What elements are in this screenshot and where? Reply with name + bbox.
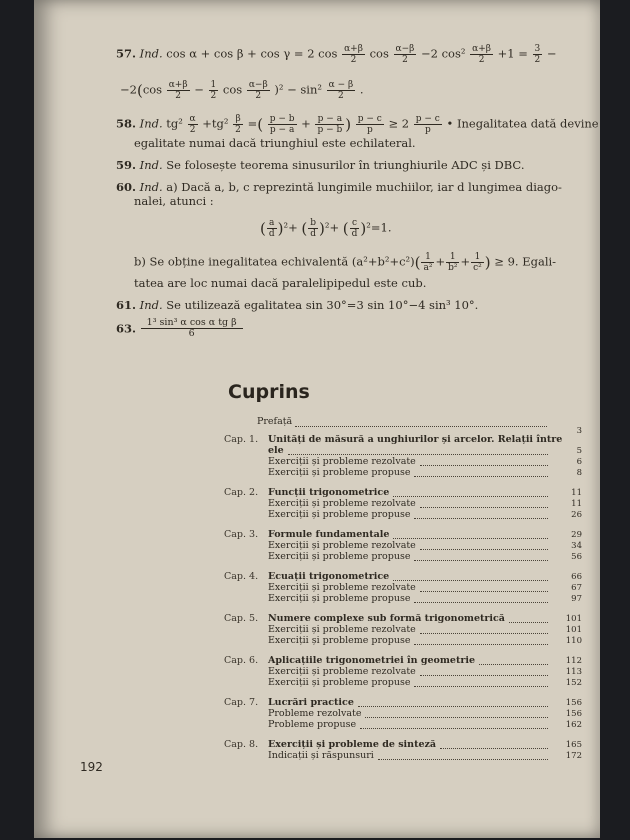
fraction: $\frac{\alpha+\beta}{2}$	[168, 80, 188, 101]
ind-label: Ind.	[139, 46, 163, 61]
toc-chapter-title: Formule fundamentale	[268, 529, 390, 540]
fraction: $\frac{\alpha+\beta}{2}$	[344, 44, 363, 65]
fraction: $\frac{\alpha - \beta}{2}$	[328, 80, 354, 101]
toc-chapter-number: Cap. 4.	[224, 571, 259, 582]
toc-page-number: 3	[576, 426, 582, 436]
toc-page-number: 11	[571, 488, 582, 498]
toc-subsection: Exerciții și probleme propuse	[268, 550, 411, 562]
toc-page-number: 34	[571, 541, 582, 551]
leader-dots	[358, 706, 548, 707]
formula-text: )² − sin²	[274, 82, 322, 97]
leader-dots	[420, 507, 548, 508]
toc-subsection: Exerciții și probleme rezolvate	[268, 540, 416, 551]
leader-dots	[295, 426, 547, 427]
toc-subsection: Exerciții și probleme rezolvate	[268, 624, 416, 635]
toc-page-number: 172	[565, 751, 582, 761]
leader-dots	[420, 591, 548, 592]
answer-57-line1	[116, 44, 557, 65]
formula-text: cos α + cos β + cos γ = 2 cos	[166, 46, 338, 61]
toc-page-number: 11	[571, 499, 582, 509]
toc-page-number: 56	[571, 551, 582, 562]
answer-number: 61.	[116, 298, 137, 312]
fraction: $\frac{1}{\text{a²}}$	[423, 252, 433, 273]
toc-page-number: 113	[565, 667, 582, 677]
answer-60-line4: tatea are loc numai dacă paralelipipedul este cub.	[134, 276, 427, 290]
toc-chapter-title: Exerciții și probleme de sinteză	[268, 739, 437, 750]
fraction: $\frac{p - c}{p}$	[357, 114, 382, 135]
leader-dots	[393, 580, 548, 581]
fraction: $\frac{\alpha+\beta}{2}$	[472, 44, 491, 65]
toc-preface: Prefață	[257, 416, 293, 427]
toc-page-number: 6	[576, 457, 582, 467]
toc-chapter-number: Cap. 2.	[224, 487, 259, 498]
formula-text: +1 =	[497, 46, 528, 61]
formula-text: +tg²	[202, 116, 229, 131]
leader-dots	[393, 538, 548, 539]
formula-text: tg²	[166, 116, 183, 131]
toc-subsection: Exerciții și probleme propuse	[268, 592, 411, 604]
answer-60-line2: nalei, atunci :	[134, 194, 214, 208]
answer-text: Se folosește teorema sinusurilor în triunghiurile ADC și DBC.	[166, 158, 525, 172]
ind-label: Ind.	[139, 116, 163, 131]
leader-dots	[440, 748, 548, 749]
answer-60-line3: b) Se obține inegalitatea echivalentă (a²+b²+c²)( $\frac{1}{\text{a²}}$ + $\frac{1}{\text{b²}}$ + $\frac{1}{\text{c²}}$ ) ≥ 9. Egali-	[134, 252, 557, 273]
toc-page-number: 156	[565, 698, 582, 708]
toc-page-number: 101	[565, 625, 582, 635]
toc-subsection: Exerciții și probleme rezolvate	[268, 498, 416, 509]
leader-dots	[479, 664, 548, 665]
fraction: $\frac{\beta}{2}$	[235, 114, 241, 135]
toc-page-number: 112	[565, 656, 582, 666]
leader-dots	[420, 675, 548, 676]
toc-chapter-number: Cap. 8.	[224, 739, 259, 750]
fraction: $\frac{1}{\text{b²}}$	[448, 252, 458, 273]
answer-number: 59.	[116, 158, 137, 172]
leader-dots	[414, 602, 548, 603]
answer-59	[116, 158, 524, 172]
formula-text: cos	[222, 82, 243, 97]
toc-title: Cuprins	[228, 381, 310, 403]
formula-text: ≥ 2	[388, 116, 410, 131]
leader-dots	[414, 560, 548, 561]
toc-subsection: Probleme propuse	[268, 718, 357, 730]
toc-page-number: 152	[565, 677, 582, 688]
fraction: $\frac{\text{1³ sin³ α cos α tg β}}{6}$	[141, 318, 243, 339]
toc-subsection: Exerciții și probleme propuse	[268, 466, 411, 478]
toc-page-number: 67	[571, 583, 582, 593]
fraction: $\frac{\alpha}{2}$	[189, 114, 196, 135]
fraction: $\frac{\alpha-\beta}{2}$	[395, 44, 415, 65]
answer-61	[116, 298, 478, 312]
answer-text: ≥ 9. Egali-	[494, 254, 557, 269]
fraction: $\frac{p - a}{p - b}$	[317, 114, 343, 135]
ind-label: Ind.	[139, 298, 163, 312]
toc-page-number: 97	[571, 593, 582, 604]
toc-chapter-title: Ecuații trigonometrice	[268, 571, 390, 582]
answer-58-line2: egalitate numai dacă triunghiul este echilateral.	[134, 136, 416, 150]
formula-text: • Inegalitatea dată devine	[446, 116, 599, 131]
toc-subsection: Probleme rezolvate	[268, 708, 362, 719]
formula-text: =	[247, 116, 258, 131]
toc-page-number: 110	[565, 635, 582, 646]
fraction: $\frac{p - b}{p - a}$	[269, 114, 295, 135]
toc-chapter-number: Cap. 1.	[224, 434, 259, 445]
page-number: 192	[80, 760, 103, 774]
answer-text: b) Se obține inegalitatea echivalentă (a²+b²+c²)	[134, 254, 415, 269]
leader-dots	[509, 622, 548, 623]
toc-chapter-number: Cap. 6.	[224, 655, 259, 666]
answer-60-equation: ( $\frac{a}{d}$ )²+ ( $\frac{b}{d}$ )²+ ( $\frac{c}{d}$ )²=1.	[260, 218, 392, 239]
ind-label: Ind.	[139, 158, 163, 172]
leader-dots	[393, 496, 548, 497]
answer-text: a) Dacă a, b, c reprezintă lungimile muchiilor, iar d lungimea diago-	[166, 180, 562, 194]
toc-chapter-title: Lucrări practice	[268, 697, 354, 708]
toc-page-number: 165	[565, 740, 582, 750]
toc-chapter-title: Funcții trigonometrice	[268, 487, 390, 498]
leader-dots	[420, 549, 548, 550]
leader-dots	[420, 465, 548, 466]
toc-chapter-number: Cap. 5.	[224, 613, 259, 624]
fraction: $\frac{c}{d}$	[351, 218, 358, 239]
toc-subsection: Exerciții și probleme rezolvate	[268, 666, 416, 677]
leader-dots	[360, 728, 548, 729]
toc-chapter-title: Numere complexe sub formă trigonometrică	[268, 613, 505, 624]
answer-number: 63.	[116, 321, 137, 336]
answer-number: 57.	[116, 46, 137, 61]
toc-page-number: 29	[571, 530, 582, 540]
fraction: $\frac{\alpha-\beta}{2}$	[248, 80, 268, 101]
toc-page-number: 66	[571, 572, 582, 582]
leader-dots	[288, 454, 548, 455]
toc-subsection: Exerciții și probleme propuse	[268, 508, 411, 520]
leader-dots	[414, 476, 548, 477]
leader-dots	[414, 644, 548, 645]
formula-text: −2	[120, 82, 137, 97]
toc-chapter-number: Cap. 7.	[224, 697, 259, 708]
fraction: $\frac{p - c}{p}$	[415, 114, 440, 135]
toc-subsection: Exerciții și probleme propuse	[268, 676, 411, 688]
toc-page-number: 8	[576, 467, 582, 478]
answer-number: 58.	[116, 116, 137, 131]
leader-dots	[378, 759, 548, 760]
toc-subsection: Exerciții și probleme rezolvate	[268, 456, 416, 467]
toc-page-number: 5	[576, 446, 582, 456]
answer-57-line2: −2(cos $\frac{\alpha+\beta}{2}$ − $\frac{1}{2}$ cos $\frac{\alpha-\beta}{2}$ )² − sin² $\frac{\alpha - \beta}{2}$ .	[120, 80, 364, 101]
ind-label: Ind.	[139, 180, 163, 194]
leader-dots	[365, 717, 548, 718]
formula-text: −	[194, 82, 204, 97]
toc-subsection: Exerciții și probleme propuse	[268, 634, 411, 646]
fraction: $\frac{b}{d}$	[310, 218, 317, 239]
toc-chapter-title: Aplicațiile trigonometriei în geometrie	[268, 655, 476, 666]
toc-page-number: 26	[571, 509, 582, 520]
formula-text: −	[546, 46, 557, 61]
toc-page-number: 162	[565, 719, 582, 730]
formula-text: +	[301, 116, 311, 131]
formula-text: .	[359, 82, 364, 97]
toc-chapter-number: Cap. 3.	[224, 529, 259, 540]
toc-subsection: Indicații și răspunsuri	[268, 750, 374, 761]
toc-page-number: 101	[565, 614, 582, 624]
fraction: $\frac{1}{2}$	[210, 80, 217, 101]
leader-dots	[420, 633, 548, 634]
answer-number: 60.	[116, 180, 137, 194]
leader-dots	[414, 518, 548, 519]
answer-63	[116, 318, 244, 339]
formula-text: −2 cos²	[421, 46, 466, 61]
toc-chapter-title: Unități de măsură a unghiurilor și arcelor. Relații între	[268, 434, 563, 445]
fraction: $\frac{a}{d}$	[268, 218, 275, 239]
formula-text: cos	[369, 46, 389, 61]
fraction: $\frac{1}{\text{c²}}$	[473, 252, 482, 273]
answer-text: Se utilizează egalitatea sin 30°=3 sin 10°−4 sin³ 10°.	[166, 298, 479, 312]
answer-58-line1: 58. Ind. tg² $\frac{\alpha}{2}$ +tg² $\frac{\beta}{2}$ =( $\frac{p - b}{p - a}$ + $\frac{p - a}{p - b}$ ) $\frac{p - c}{p}$ ≥ 2 $\frac{p - c}{p}$ • Inegalitatea dată devine	[116, 114, 599, 135]
toc-chapter-title: ele	[268, 445, 284, 456]
answer-60-line1	[116, 180, 562, 194]
toc-subsection: Exerciții și probleme rezolvate	[268, 582, 416, 593]
fraction: $\frac{3}{2}$	[534, 44, 541, 65]
toc-page-number: 156	[565, 709, 582, 719]
leader-dots	[414, 686, 548, 687]
